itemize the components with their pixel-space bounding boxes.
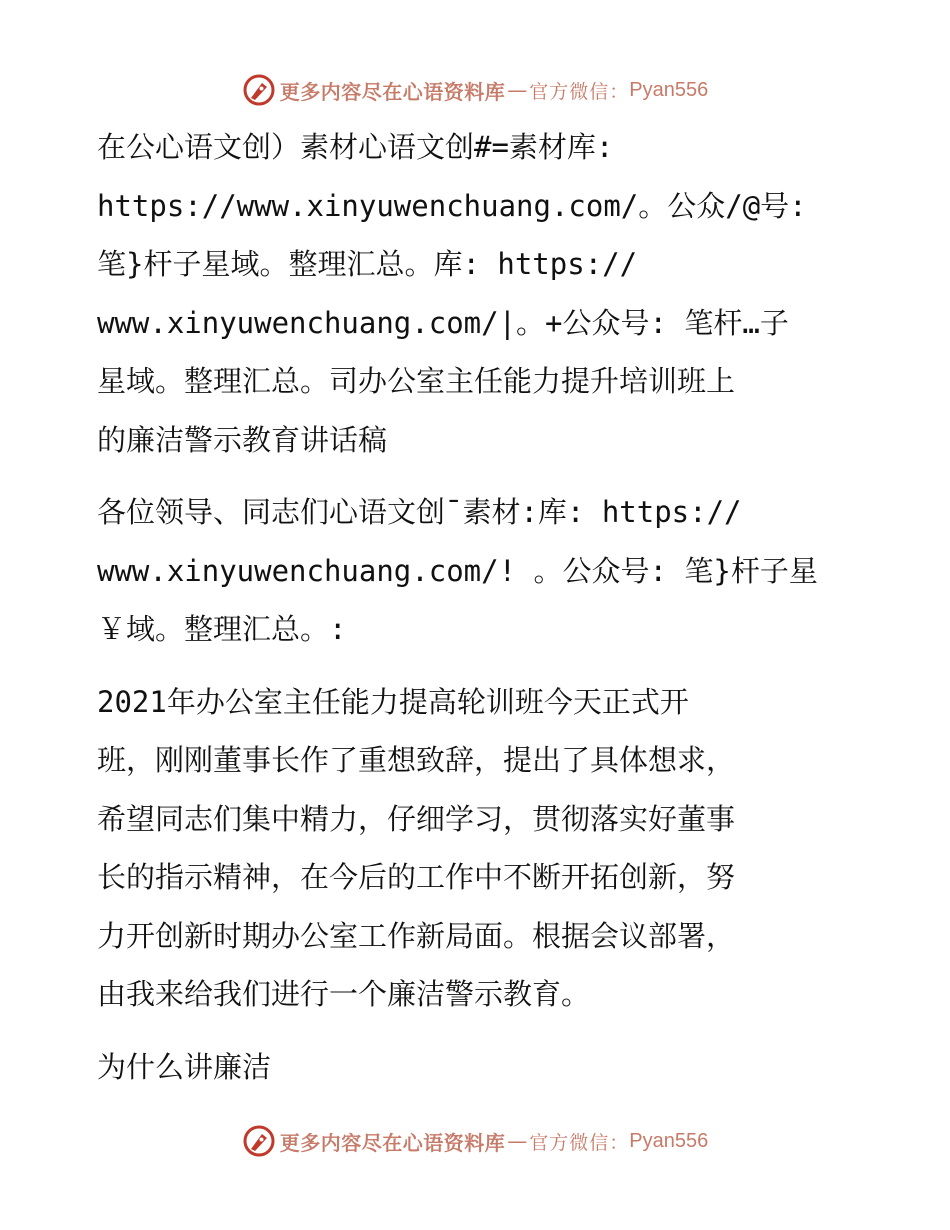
text-line: 在公心语文创）素材心语文创#=素材库: xyxy=(97,130,614,164)
text-line: 星域。整理汇总。司办公室主任能力提升培训班上 xyxy=(97,364,736,398)
banner-dash: — xyxy=(507,78,528,102)
banner-wechat-id: Pyan556 xyxy=(629,78,709,101)
text-line: 各位领导、同志们心语文创¯素材:库: https:// xyxy=(97,495,742,529)
text-line: www.xinyuwenchuang.com/|。+公众号: 笔杆…子 xyxy=(97,305,789,340)
text-line: www.xinyuwenchuang.com/! 。公众号: 笔}杆子星 xyxy=(97,553,818,588)
paragraph-greeting xyxy=(97,483,857,659)
text-line: 由我来给我们进行一个廉洁警示教育。 xyxy=(97,977,591,1011)
text-line: 为什么讲廉洁 xyxy=(97,1049,272,1084)
text-line: 希望同志们集中精力，仔细学习，贯彻落实好董事 xyxy=(97,801,736,836)
banner-wechat-id: Pyan556 xyxy=(629,1129,709,1152)
text-line: ￥域。整理汇总。: xyxy=(97,612,347,646)
text-line: 力开创新时期办公室工作新局面。根据会议部署， xyxy=(97,918,736,953)
header-banner xyxy=(0,70,950,110)
banner-main-text: 更多内容尽在心语资料库 xyxy=(279,1130,506,1155)
pen-nib-circle-logo-icon xyxy=(242,73,276,107)
text-line: 长的指示精神，在今后的工作中不断开拓创新，努 xyxy=(97,860,736,894)
text-line: https://www.xinyuwenchuang.com/。公众/@号: xyxy=(97,188,807,223)
banner-main-text: 更多内容尽在心语资料库 xyxy=(279,79,506,104)
text-line: 的廉洁警示教育讲话稿 xyxy=(97,422,388,457)
paragraph-section-heading xyxy=(97,1038,857,1097)
document-body xyxy=(97,118,857,1110)
footer-banner xyxy=(0,1121,950,1161)
text-line: 笔}杆子星域。整理汇总。库: https:// xyxy=(97,247,638,281)
pen-nib-circle-logo-icon xyxy=(242,1124,276,1158)
paragraph-title xyxy=(97,118,857,469)
banner-wechat-label: 官方微信： xyxy=(529,80,630,103)
banner-dash: — xyxy=(507,1129,528,1153)
paragraph-intro xyxy=(97,673,857,1024)
text-line: 班，刚刚董事长作了重想致辞，提出了具体想求， xyxy=(97,743,736,777)
banner-wechat-label: 官方微信： xyxy=(529,1131,630,1154)
text-line: 2021年办公室主任能力提高轮训班今天正式开 xyxy=(97,684,689,719)
